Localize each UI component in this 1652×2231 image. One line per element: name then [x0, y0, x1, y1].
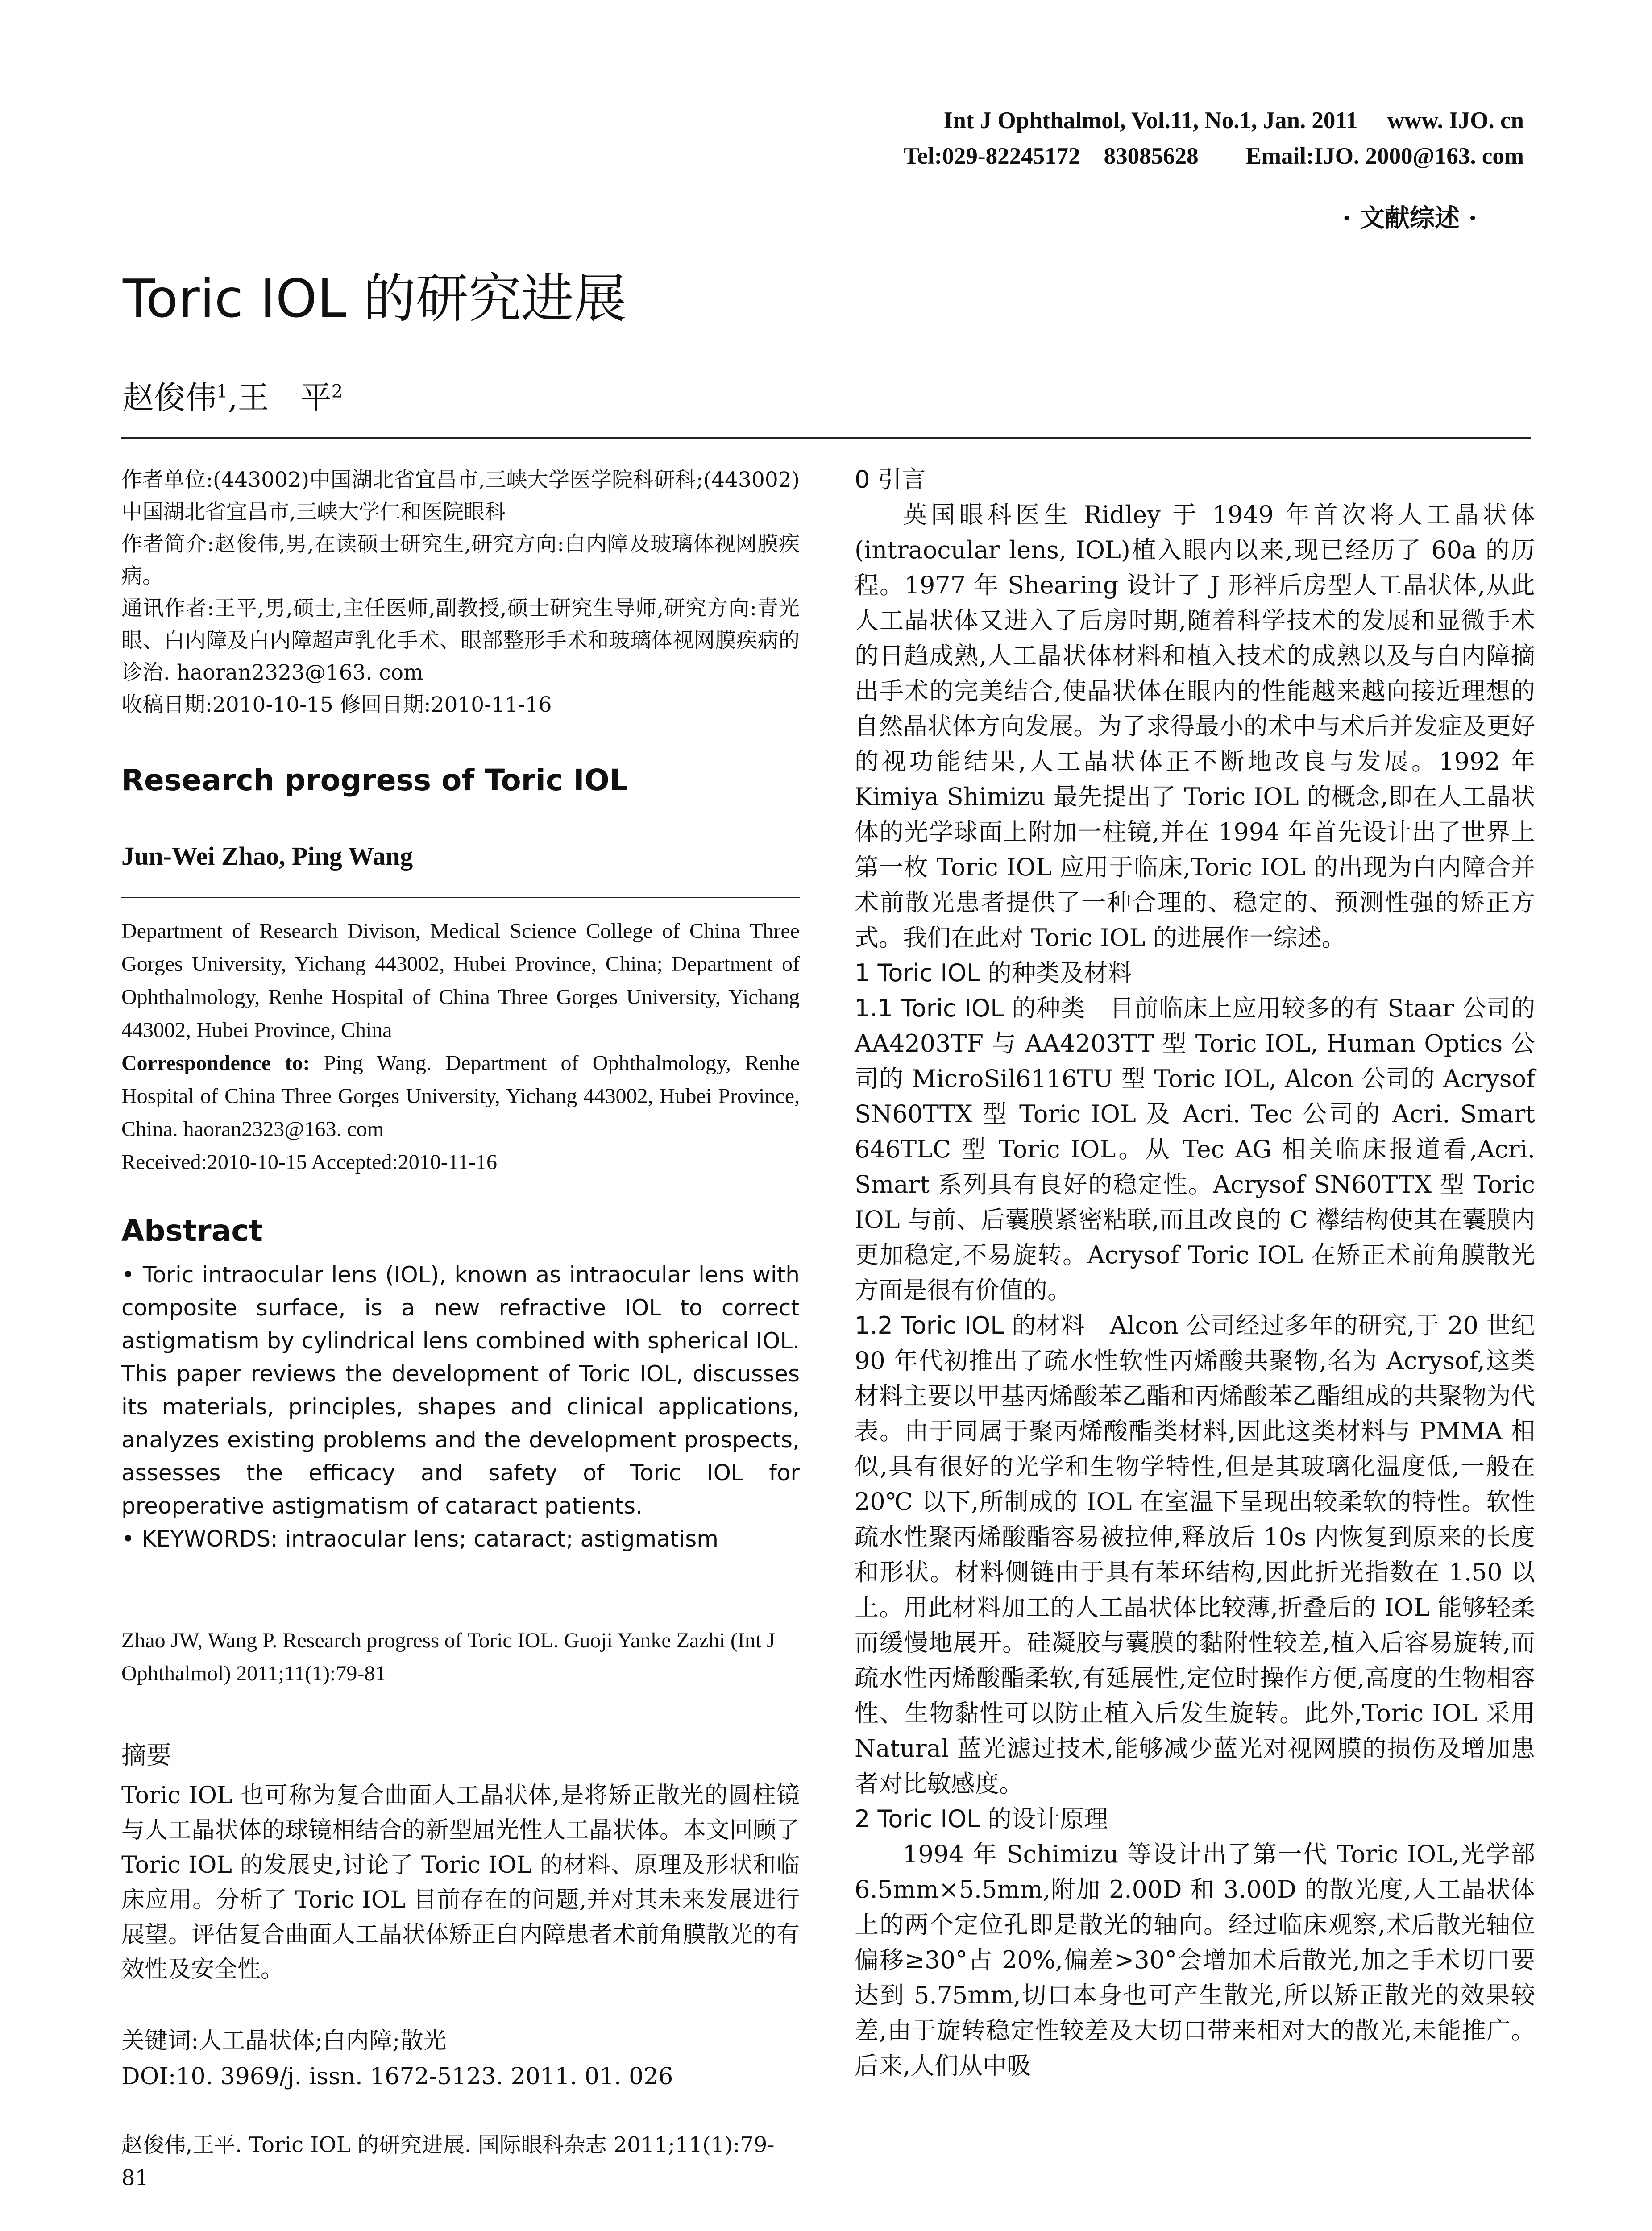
section-2-paragraph: 1994 年 Schimizu 等设计出了第一代 Toric IOL,光学部 6.5mm×5.5mm,附加 2.00D 和 3.00D 的散光度,人工晶状体上的两个定位孔即是散光的轴向。经过临床观察,术后散光轴位偏移≥30°占 20%,偏差>30°会增加术后散光,加之手术切口要达到 5.75mm,切口本身也可产生散光,所以矫正散光的效果较差,由于旋转稳定性较差及大切口带来相对大的散光,未能推广。后来,人们从中吸	[855, 1840, 1535, 2080]
section-tag: · 文献综述 ·	[1342, 203, 1477, 233]
author-bio: 作者简介:赵俊伟,男,在读硕士研究生,研究方向:白内障及玻璃体视网膜疾病。	[121, 532, 800, 589]
english-title: Research progress of Toric IOL	[121, 763, 628, 797]
header-rule	[121, 437, 1531, 439]
chinese-abstract-body: Toric IOL 也可称为复合曲面人工晶状体,是将矫正散光的圆柱镜与人工晶状体的球镜相结合的新型屈光性人工晶状体。本文回顾了 Toric IOL 的发展史,讨论了 Toric IOL 的材料、原理及形状和临床应用。分析了 Toric IOL 目前存在的问题,并对其未来发展进行展望。评估复合曲面人工晶状体矫正白内障患者术前角膜散光的有效性及安全性。	[121, 1782, 800, 1983]
affiliation-units: 作者单位:(443002)中国湖北省宜昌市,三峡大学医学院科研科;(443002)中国湖北省宜昌市,三峡大学仁和医院眼科	[121, 468, 800, 524]
author-2: 王 平	[237, 379, 332, 416]
chinese-citation: 赵俊伟,王平. Toric IOL 的研究进展. 国际眼科杂志 2011;11(1):79-81	[121, 2132, 775, 2190]
section-1-2-heading: 1.2 Toric IOL 的材料	[855, 1311, 1086, 1339]
section-1-1-paragraph	[855, 991, 1535, 1308]
author-rule	[121, 897, 800, 898]
english-citation: Zhao JW, Wang P. Research progress of Toric IOL. Guoji Yanke Zazhi (Int J Ophthalmol) 2011;11(1):79-81	[121, 1629, 775, 1685]
section-1-1-heading: 1.1 Toric IOL 的种类	[855, 994, 1086, 1022]
chinese-abstract-heading: 摘要	[121, 1741, 171, 1770]
journal-header-line2: Tel:029-82245172 83085628 Email:IJO. 2000@163. com	[904, 143, 1524, 169]
article-title: Toric IOL 的研究进展	[123, 268, 627, 329]
chinese-keywords: 关键词:人工晶状体;白内障;散光	[121, 2028, 447, 2054]
section-1-heading: 1 Toric IOL 的种类及材料	[855, 959, 1133, 987]
correspondence	[121, 1047, 800, 1146]
author-1: 赵俊伟	[123, 379, 216, 416]
doi: DOI:10. 3969/j. issn. 1672-5123. 2011. 01. 026	[121, 2063, 673, 2090]
english-dates: Received:2010-10-15 Accepted:2010-11-16	[121, 1150, 497, 1174]
abstract-body-block	[121, 1258, 800, 1555]
section-0-paragraph: 英国眼科医生 Ridley 于 1949 年首次将人工晶状体(intraocular lens, IOL)植入眼内以来,现已经历了 60a 的历程。1977 年 Shearing 设计了 J 形袢后房型人工晶状体,从此人工晶状体又进入了后房时期,随着科学技术的发展和显微手术的日趋成熟,人工晶状体材料和植入技术的成熟以及与白内障摘出手术的完美结合,使晶状体在眼内的性能越来越向接近理想的自然晶状体方向发展。为了求得最小的术中与术后并发症及更好的视功能结果,人工晶状体正不断地改良与发展。1992 年 Kimiya Shimizu 最先提出了 Toric IOL 的概念,即在人工晶状体的光学球面上附加一柱镜,并在 1994 年首先设计出了世界上第一枚 Toric IOL 应用于临床,Toric IOL 的出现为白内障合并术前散光患者提供了一种合理的、稳定的、预测性强的矫正方式。我们在此对 Toric IOL 的进展作一综述。	[855, 501, 1535, 952]
author-1-affil: 1	[216, 381, 228, 402]
correspondence-text: Ping Wang. Department of Ophthalmology, Renhe Hospital of China Three Gorges University, Yichang 443002, Hubei Province, China. haoran2323@163. com	[121, 1051, 800, 1141]
body-column	[855, 462, 1535, 2083]
abstract-keywords: • KEYWORDS: intraocular lens; cataract; astigmatism	[121, 1526, 719, 1552]
section-1-1-text: 目前临床上应用较多的有 Staar 公司的 AA4203TF 与 AA4203TT 型 Toric IOL, Human Optics 公司的 MicroSil6116TU 型 Toric IOL, Alcon 公司的 Acrysof SN60TTX 型 Toric IOL 及 Acri. Tec 公司的 Acri. Smart 646TLC 型 Toric IOL。从 Tec AG 相关临床报道看,Acri. Smart 系列具有良好的稳定性。Acrysof SN60TTX 型 Toric IOL 与前、后囊膜紧密粘联,而且改良的 C 襻结构使其在囊膜内更加稳定,不易旋转。Acrysof Toric IOL 在矫正术前角膜散光方面是很有价值的。	[855, 994, 1535, 1304]
section-1-2-paragraph	[855, 1308, 1535, 1801]
journal-header-line1: Int J Ophthalmol, Vol.11, No.1, Jan. 2011 www. IJO. cn	[943, 108, 1524, 133]
corresponding-author: 通讯作者:王平,男,硕士,主任医师,副教授,硕士研究生导师,研究方向:青光眼、白内障及白内障超声乳化手术、眼部整形手术和玻璃体视网膜疾病的诊治. haoran2323@163. com	[121, 596, 800, 685]
author-2-affil: 2	[331, 381, 343, 402]
english-authors: Jun-Wei Zhao, Ping Wang	[121, 842, 413, 871]
english-affiliation-block	[121, 915, 800, 1179]
correspondence-label: Correspondence to:	[121, 1051, 310, 1075]
section-0-heading: 0 引言	[855, 465, 926, 493]
received-dates: 收稿日期:2010-10-15 修回日期:2010-11-16	[121, 693, 552, 717]
chinese-affiliation-block	[121, 464, 800, 721]
author-line	[123, 373, 343, 418]
abstract-text: • Toric intraocular lens (IOL), known as intraocular lens with composite surface, is a new refractive IOL to correct astigmatism by cylindrical lens combined with spherical IOL. This paper reviews the development of Toric IOL, discusses its materials, principles, shapes and clinical applications, analyzes existing problems and the development prospects, assesses the efficacy and safety of Toric IOL for preoperative astigmatism of cataract patients.	[121, 1262, 800, 1519]
section-1-2-text: Alcon 公司经过多年的研究,于 20 世纪 90 年代初推出了疏水性软性丙烯酸共聚物,名为 Acrysof,这类材料主要以甲基丙烯酸苯乙酯和丙烯酸苯乙酯组成的共聚物为代表。由于同属于聚丙烯酸酯类材料,因此这类材料与 PMMA 相似,具有很好的光学和生物学特性,但是其玻璃化温度低,一般在 20℃ 以下,所制成的 IOL 在室温下呈现出较柔软的特性。软性疏水性聚丙烯酸酯容易被拉伸,释放后 10s 内恢复到原来的长度和形状。材料侧链由于具有苯环结构,因此折光指数在 1.50 以上。用此材料加工的人工晶状体比较薄,折叠后的 IOL 能够轻柔而缓慢地展开。硅凝胶与囊膜的黏附性较差,植入后容易旋转,而疏水性丙烯酸酯柔软,有延展性,定位时操作方便,高度的生物相容性、生物黏性可以防止植入后发生旋转。此外,Toric IOL 采用 Natural 蓝光滤过技术,能够减少蓝光对视网膜的损伤及增加患者对比敏感度。	[855, 1311, 1535, 1798]
abstract-heading: Abstract	[121, 1214, 263, 1248]
section-2-heading: 2 Toric IOL 的设计原理	[855, 1805, 1108, 1833]
english-affiliation: Department of Research Divison, Medical Science College of China Three Gorges University, Yichang 443002, Hubei Province, China; Department of Ophthalmology, Renhe Hospital of China Three Gorges University, Yichang 443002, Hubei Province, China	[121, 919, 800, 1042]
author-separator: ,	[228, 379, 238, 416]
